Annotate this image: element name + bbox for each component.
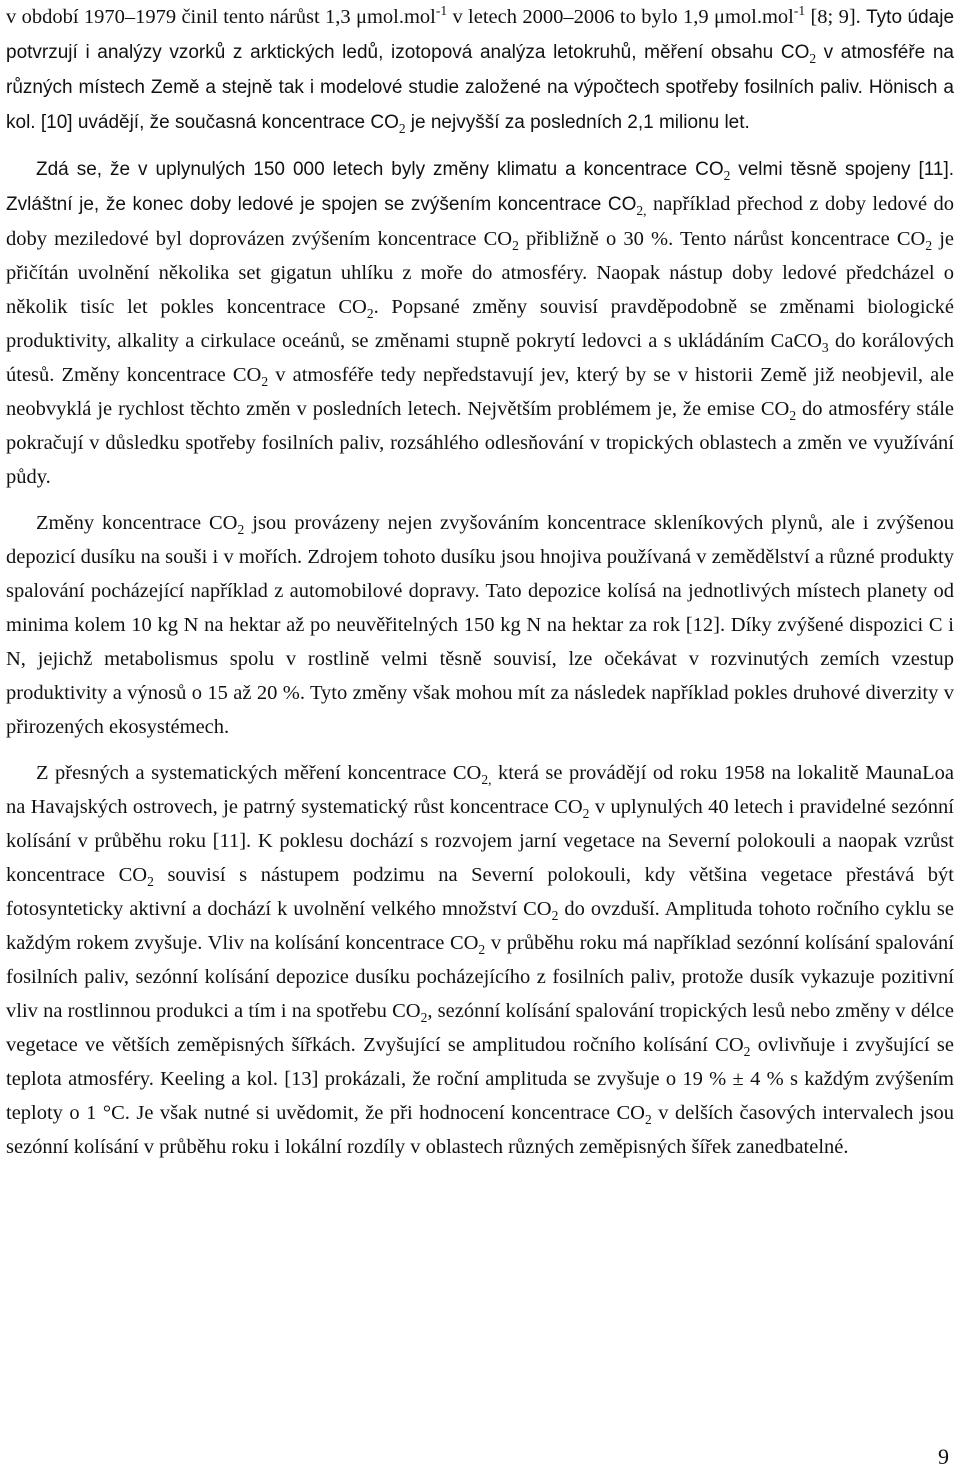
- text-run: například přechod z doby ledové do doby meziledové byl doprovázen zvýšením koncentrace CO: [6, 193, 955, 250]
- text-run: ovlivňuje i zvyšující se teplota atmosféry. Keeling a kol. [13] prokázali, že roční amplituda se zvyšuje o 19 % ± 4 % s každým zvýšením teploty o 1 °C. Je však nutné si uvědomit, že při hodnocení koncentrace CO: [6, 1034, 954, 1124]
- subscript: 2: [582, 806, 590, 822]
- subscript: 2: [644, 1112, 652, 1128]
- subscript: 2: [809, 51, 817, 67]
- subscript: 3: [821, 340, 829, 356]
- paragraph-3: [6, 506, 954, 744]
- text-run: v letech 2000–2006 to bylo 1,9 μmol.mol: [452, 6, 794, 28]
- subscript: 2: [366, 306, 374, 322]
- page-number: 9: [938, 1444, 949, 1469]
- subscript: 2: [398, 121, 406, 137]
- subscript: 2: [237, 522, 245, 538]
- text-run: . Popsané změny souvisí pravděpodobně se změnami biologické produktivity, alkality a cirkulace oceánů, se změnami stupně pokrytí ledovci a s ukládáním CaCO: [6, 296, 954, 352]
- text-run: je nejvyšší za posledních 2,1 milionu let.: [410, 112, 750, 133]
- paragraph-1: [6, 0, 954, 140]
- subscript: 2: [478, 942, 486, 958]
- paragraph-2: [6, 152, 954, 494]
- subscript: 2,: [481, 772, 492, 788]
- subscript: 2: [512, 238, 519, 254]
- subscript: 2: [723, 168, 731, 184]
- subscript: 2: [925, 238, 933, 254]
- document-page: [6, 0, 954, 1164]
- text-run: v uplynulých 40 letech i pravidelné sezónní kolísání v průběhu roku [11]. K poklesu dochází s rozvojem jarní vegetace na Severní polokouli a naopak vzrůst koncentrace CO: [6, 796, 955, 886]
- text-run: do atmosféry stále pokračují v důsledku spotřeby fosilních paliv, rozsáhlého odlesňování v tropických oblastech a změn ve využívání půdy.: [6, 398, 954, 488]
- text-run: do korálových útesů. Změny koncentrace CO: [6, 330, 954, 386]
- text-run: , sezónní kolísání spalování tropických lesů nebo změny v délce vegetace ve větších zeměpisných šířkách. Zvyšující se amplitudou ročního kolísání CO: [6, 1000, 954, 1056]
- text-run: v atmosféře na různých místech Země a stejně tak i modelové studie založené na výpočtech spotřeby fosilních paliv. Hönisch a kol. [10] uvádějí, že současná koncentrace CO: [6, 42, 955, 133]
- text-run: Z přesných a systematických měření koncentrace CO: [36, 762, 482, 784]
- text-run: která se provádějí od roku 1958 na lokalitě MaunaLoa na Havajských ostrovech, je patrný systematický růst koncentrace CO: [6, 762, 954, 818]
- subscript: 2: [147, 874, 154, 890]
- text-run: jsou provázeny nejen zvyšováním koncentrace skleníkových plynů, ale i zvýšenou depozicí dusíku na souši i v mořích. Zdrojem tohoto dusíku jsou hnojiva používaná v zemědělství a různé produkty spalování pocházející například z automobilové dopravy. Tato depozice kolísá na jednotlivých místech planety od minima kolem 10 kg N na hektar až po neuvěřitelných 150 kg N na hektar za rok [12]. Díky zvýšené dispozici C i N, jejichž metabolismus spolu v rostlině velmi těsně souvisí, lze očekávat v rozvinutých zemích vzestup produktivity a výnosů o 15 až 20 %. Tyto změny však mohou mít za následek například pokles druhové diverzity v přirozených ekosystémech.: [6, 512, 955, 738]
- text-run: je přičítán uvolnění několika set gigatun uhlíku z moře do atmosféry. Naopak nástup doby ledové předcházel o několik tisíc let pokles koncentrace CO: [6, 228, 954, 318]
- text-run: přibližně o 30 %. Tento nárůst koncentrace CO: [526, 228, 926, 250]
- text-run: souvisí s nástupem podzimu na Severní polokouli, kdy většina vegetace přestává být fotosynteticky aktivní a dochází k uvolnění velkého množství CO: [6, 864, 955, 920]
- subscript: 2: [261, 374, 269, 390]
- text-run: v průběhu roku má například sezónní kolísání spalování fosilních paliv, sezónní kolísání depozice dusíku pocházejícího z fosilních paliv, protože dusík vykazuje pozitivní vliv na rostlinnou produkci a tím i na spotřebu CO: [6, 932, 954, 1022]
- text-run: do ovzduší. Amplituda tohoto ročního cyklu se každým rokem zvyšuje. Vliv na kolísání koncentrace CO: [6, 898, 955, 954]
- subscript: 2: [420, 1010, 428, 1026]
- subscript: 2: [789, 408, 797, 424]
- text-run: Tyto údaje potvrzují i analýzy vzorků z arktických ledů, izotopová analýza letokruhů, měření obsahu CO: [6, 7, 955, 63]
- text-run: v delších časových intervalech jsou sezónní kolísání v průběhu roku i lokální rozdíly v oblastech různých zeměpisných šířek zanedbatelné.: [6, 1102, 954, 1158]
- text-run: [8; 9].: [810, 6, 861, 28]
- text-run: velmi těsně spojeny [11]. Zvláštní je, že konec doby ledové je spojen se zvýšením koncentrace CO: [6, 159, 955, 215]
- exponent: -1: [793, 3, 806, 19]
- paragraph-4: [6, 756, 954, 1164]
- subscript: 2,: [636, 203, 647, 219]
- text-run: v období 1970–1979 činil tento nárůst 1,3 μmol.mol: [6, 6, 436, 28]
- subscript: 2: [743, 1044, 751, 1060]
- text-run: Změny koncentrace CO: [36, 512, 238, 534]
- text-run: Zdá se, že v uplynulých 150 000 letech byly změny klimatu a koncentrace CO: [36, 159, 724, 180]
- exponent: -1: [435, 3, 448, 19]
- text-run: v atmosféře tedy nepředstavují jev, který by se v historii Země již neobjevil, ale neobvyklá je rychlost těchto změn v posledních letech. Největším problémem je, že emise CO: [6, 364, 954, 420]
- subscript: 2: [551, 908, 559, 924]
